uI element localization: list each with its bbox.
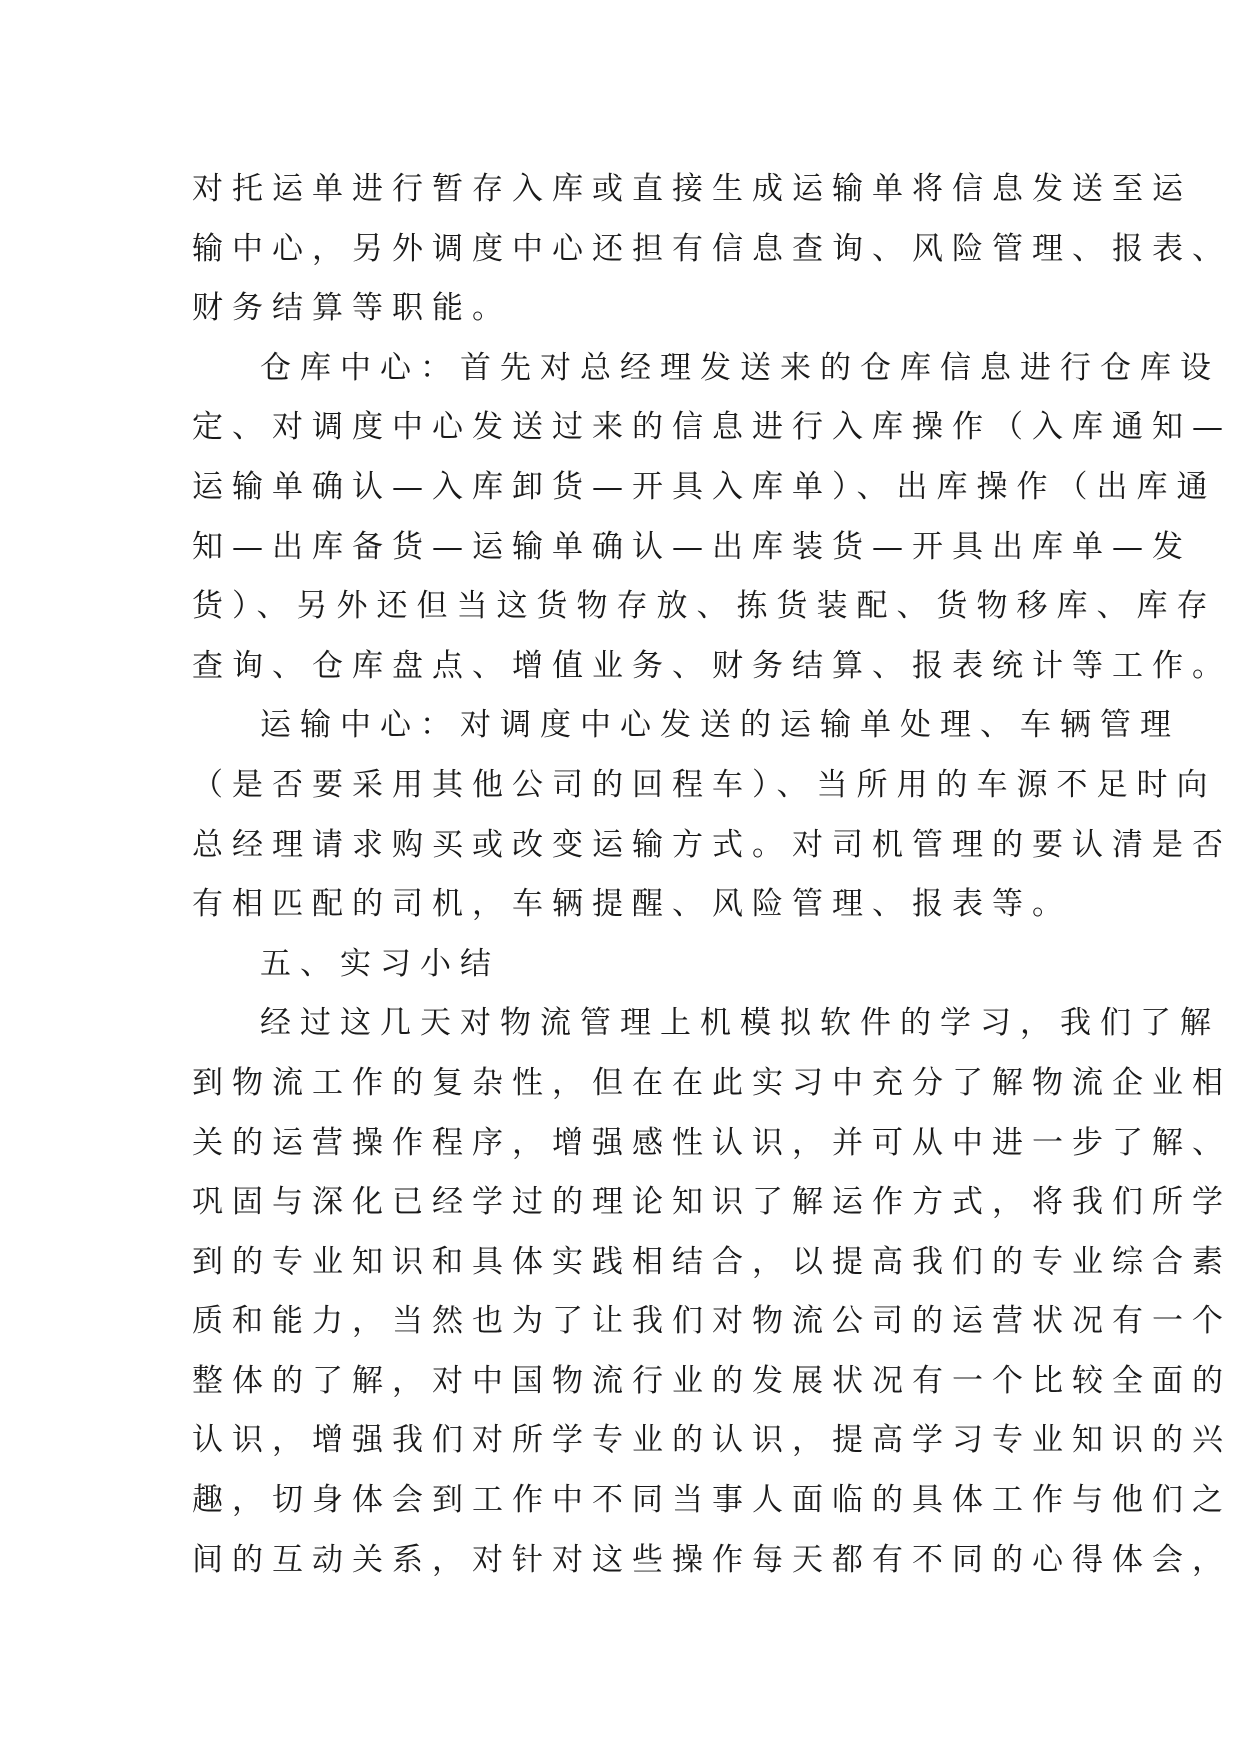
text-line: 到物流工作的复杂性，但在在此实习中充分了解物流企业相 bbox=[192, 1064, 1232, 1101]
text-line: 知—出库备货—运输单确认—出库装货—开具出库单—发 bbox=[192, 528, 1192, 565]
text-line: 财务结算等职能。 bbox=[192, 290, 512, 327]
text-line: 质和能力，当然也为了让我们对物流公司的运营状况有一个 bbox=[192, 1303, 1232, 1340]
text-line: 输中心，另外调度中心还担有信息查询、风险管理、报表、 bbox=[192, 230, 1232, 267]
text-line: 有相匹配的司机，车辆提醒、风险管理、报表等。 bbox=[192, 886, 1072, 923]
text-line: 五、实习小结 bbox=[260, 945, 500, 982]
text-line: 间的互动关系，对针对这些操作每天都有不同的心得体会， bbox=[192, 1541, 1232, 1578]
text-line: 查询、仓库盘点、增值业务、财务结算、报表统计等工作。 bbox=[192, 647, 1232, 684]
text-line: 到的专业知识和具体实践相结合，以提高我们的专业综合素 bbox=[192, 1243, 1232, 1280]
text-line: 仓库中心：首先对总经理发送来的仓库信息进行仓库设 bbox=[260, 349, 1220, 386]
text-line: 定、对调度中心发送过来的信息进行入库操作（入库通知— bbox=[192, 409, 1232, 446]
text-line: 运输中心：对调度中心发送的运输单处理、车辆管理 bbox=[260, 707, 1180, 744]
text-line: 认识，增强我们对所学专业的认识，提高学习专业知识的兴 bbox=[192, 1422, 1232, 1459]
text-line: 整体的了解，对中国物流行业的发展状况有一个比较全面的 bbox=[192, 1362, 1232, 1399]
text-line: 经过这几天对物流管理上机模拟软件的学习，我们了解 bbox=[260, 1005, 1220, 1042]
text-line: 总经理请求购买或改变运输方式。对司机管理的要认清是否 bbox=[192, 826, 1232, 863]
body-text bbox=[192, 160, 1232, 1590]
text-line: 巩固与深化已经学过的理论知识了解运作方式，将我们所学 bbox=[192, 1184, 1232, 1221]
text-line: 对托运单进行暂存入库或直接生成运输单将信息发送至运 bbox=[192, 171, 1192, 207]
text-line: 关的运营操作程序，增强感性认识，并可从中进一步了解、 bbox=[192, 1124, 1232, 1161]
text-line: 货）、另外还但当这货物存放、拣货装配、货物移库、库存 bbox=[192, 588, 1217, 625]
text-line: （是否要采用其他公司的回程车）、当所用的车源不足时向 bbox=[192, 766, 1217, 803]
text-line: 趣，切身体会到工作中不同当事人面临的具体工作与他们之 bbox=[192, 1482, 1232, 1519]
text-line: 运输单确认—入库卸货—开具入库单）、出库操作（出库通 bbox=[192, 468, 1217, 505]
